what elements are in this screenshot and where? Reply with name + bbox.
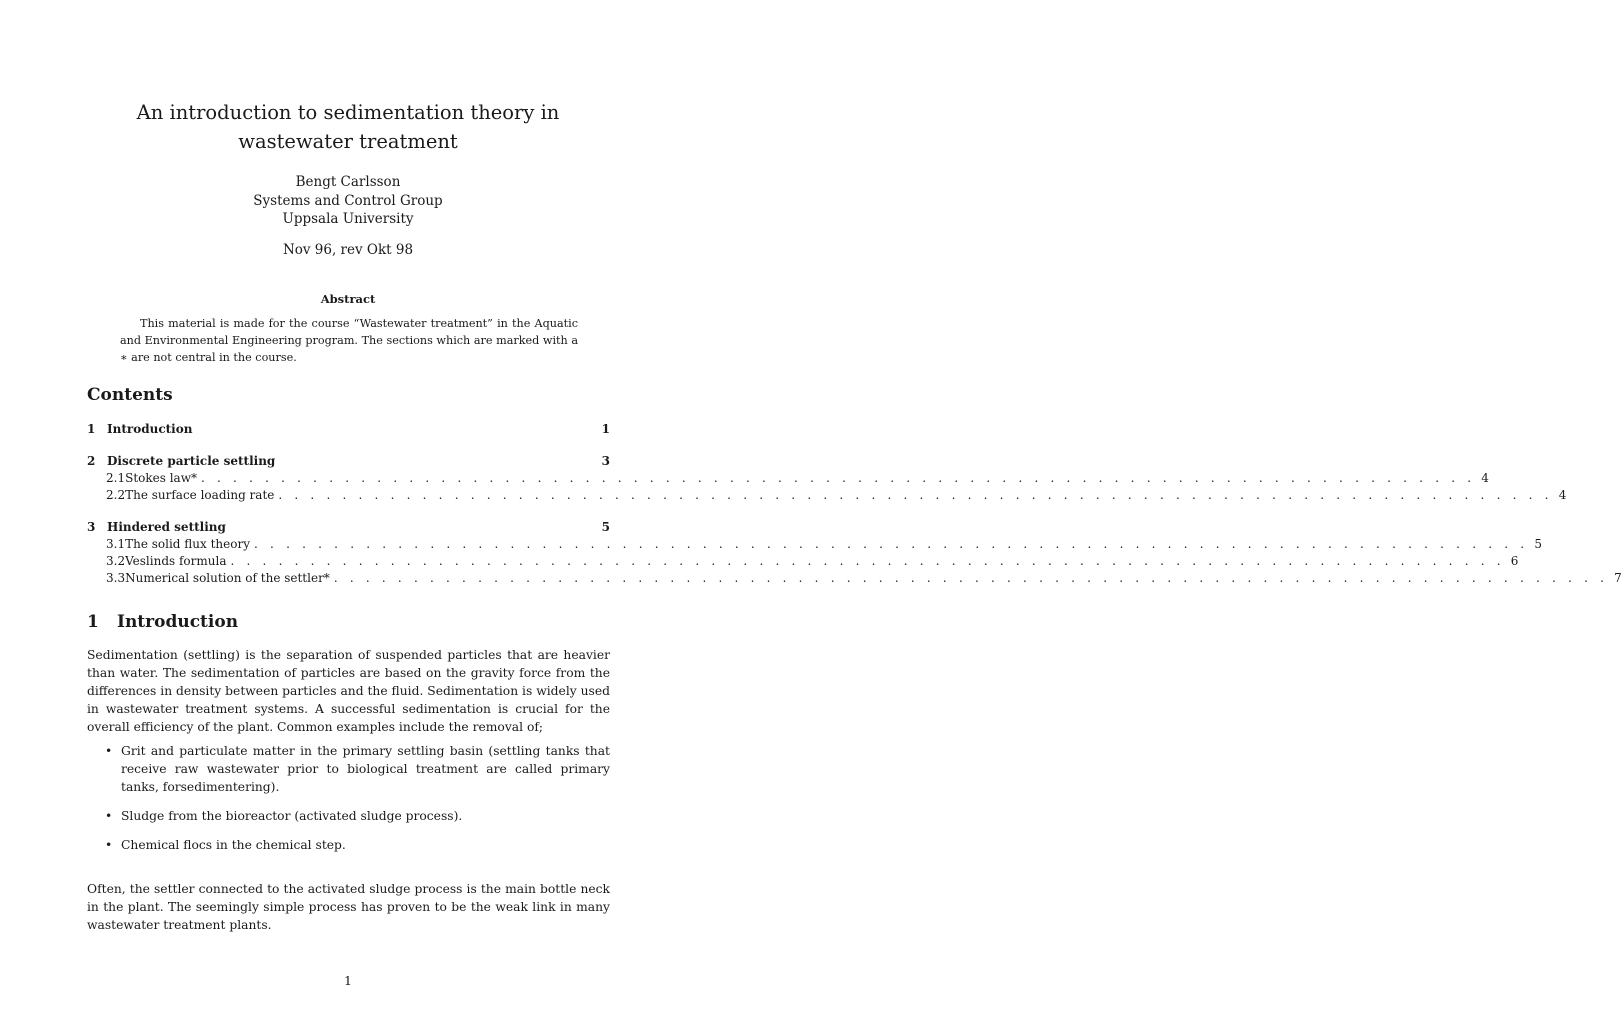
toc-section-3[interactable] xyxy=(87,518,610,536)
removal-examples-list xyxy=(87,742,610,865)
section-title: Introduction xyxy=(117,612,239,632)
toc-subsection-title: Veslinds formula xyxy=(125,554,227,568)
toc-section-page: 5 xyxy=(601,520,610,534)
toc-section-title: Discrete particle settling xyxy=(107,454,276,468)
author-university: Uppsala University xyxy=(282,211,414,227)
toc-subsection-page: 7 xyxy=(1614,571,1622,585)
toc-subsection-2.2[interactable] xyxy=(87,487,1567,504)
toc-subsection-number: 3.2 xyxy=(106,554,126,568)
abstract-heading: Abstract xyxy=(320,292,376,306)
toc-subsection-number: 3.3 xyxy=(106,571,126,585)
toc-section-number: 3 xyxy=(87,520,96,534)
list-item-text: Grit and particulate matter in the primary settling basin (settling tanks that receive raw wastewater prior to biological treatment are called primary tanks, forsedimentering). xyxy=(121,744,610,794)
toc-subsection-title: The solid flux theory xyxy=(125,537,251,551)
toc-subsection-2.1[interactable] xyxy=(87,470,1489,487)
toc-section-number: 2 xyxy=(87,454,96,468)
toc-leader-dots: . . . . . . . . . . . . . . . . . . . . . . . . . . . . . . . . . . . . . . . . . . . . . . . . . . . . . . . . . . . . . . . . . . . . . . . . . . . . . . . . xyxy=(278,488,1553,502)
toc-subsection-page: 4 xyxy=(1558,488,1567,502)
list-item xyxy=(87,807,610,825)
toc-subsection-3.2[interactable] xyxy=(87,553,1519,570)
toc-subsection-title: Numerical solution of the settler* xyxy=(125,571,330,585)
author-name: Bengt Carlsson xyxy=(295,174,401,190)
list-item-text: Chemical flocs in the chemical step. xyxy=(121,838,346,852)
toc-leader-dots: . . . . . . . . . . . . . . . . . . . . . . . . . . . . . . . . . . . . . . . . . . . . . . . . . . . . . . . . . . . . . . . . . . . . . . . . . . . . . . . . xyxy=(254,537,1529,551)
toc-subsection-3.1[interactable] xyxy=(87,536,1542,553)
bullet-icon: • xyxy=(105,838,113,852)
toc-subsection-number: 2.1 xyxy=(106,471,126,485)
list-item xyxy=(87,836,610,854)
toc-subsection-number: 2.2 xyxy=(106,488,126,502)
list-item-text: Sludge from the bioreactor (activated sludge process). xyxy=(121,809,463,823)
toc-section-title: Introduction xyxy=(107,422,193,436)
author-block xyxy=(150,173,546,229)
toc-section-1[interactable] xyxy=(87,420,610,438)
section-number: 1 xyxy=(87,612,99,632)
toc-subsection-title: Stokes law* xyxy=(125,471,197,485)
toc-subsection-title: The surface loading rate xyxy=(125,488,275,502)
intro-paragraph-1: Sedimentation (settling) is the separation of suspended particles that are heavier than water. The sedimentation of particles are based on the gravity force from the differences in density between particles and the fluid. Sedimentation is widely used in wastewater treatment systems. A successful sedimentation is crucial for the overall efficiency of the plant. Common examples include the removal of; xyxy=(87,648,610,734)
toc-leader-dots: . . . . . . . . . . . . . . . . . . . . . . . . . . . . . . . . . . . . . . . . . . . . . . . . . . . . . . . . . . . . . . . . . . . . . . . . . . . . . . . . xyxy=(333,571,1609,585)
toc-section-page: 1 xyxy=(601,422,610,436)
toc-section-2[interactable] xyxy=(87,452,610,470)
list-item xyxy=(87,742,610,796)
paper-title: An introduction to sedimentation theory in wastewater treatment xyxy=(136,101,560,153)
abstract-text: This material is made for the course “Wastewater treatment” in the Aquatic and Environmental Engineering program. The sections which are marked with a ∗ are not central in the course. xyxy=(120,317,578,364)
toc-section-page: 3 xyxy=(601,454,610,468)
toc-subsection-page: 6 xyxy=(1510,554,1519,568)
bullet-icon: • xyxy=(105,809,113,823)
toc-subsection-3.3[interactable] xyxy=(87,570,1622,587)
toc-subsection-page: 5 xyxy=(1534,537,1542,551)
contents-heading: Contents xyxy=(87,385,173,405)
toc-subsection-number: 3.1 xyxy=(106,537,126,551)
intro-paragraph-2: Often, the settler connected to the activated sludge process is the main bottle neck in the plant. The seemingly simple process has proven to be the weak link in many wastewater treatment plants. xyxy=(87,882,610,932)
table-of-contents xyxy=(87,420,1622,587)
toc-leader-dots: . . . . . . . . . . . . . . . . . . . . . . . . . . . . . . . . . . . . . . . . . . . . . . . . . . . . . . . . . . . . . . . . . . . . . . . . . . . . . . . . xyxy=(230,554,1505,568)
paper-date: Nov 96, rev Okt 98 xyxy=(282,242,414,258)
toc-section-title: Hindered settling xyxy=(107,520,226,534)
page-number: 1 xyxy=(344,973,352,988)
toc-subsection-page: 4 xyxy=(1481,471,1489,485)
toc-leader-dots: . . . . . . . . . . . . . . . . . . . . . . . . . . . . . . . . . . . . . . . . . . . . . . . . . . . . . . . . . . . . . . . . . . . . . . . . . . . . . . . . xyxy=(200,471,1476,485)
author-group: Systems and Control Group xyxy=(253,192,443,209)
section-heading xyxy=(87,610,238,634)
bullet-icon: • xyxy=(105,744,113,758)
toc-section-number: 1 xyxy=(87,422,96,436)
